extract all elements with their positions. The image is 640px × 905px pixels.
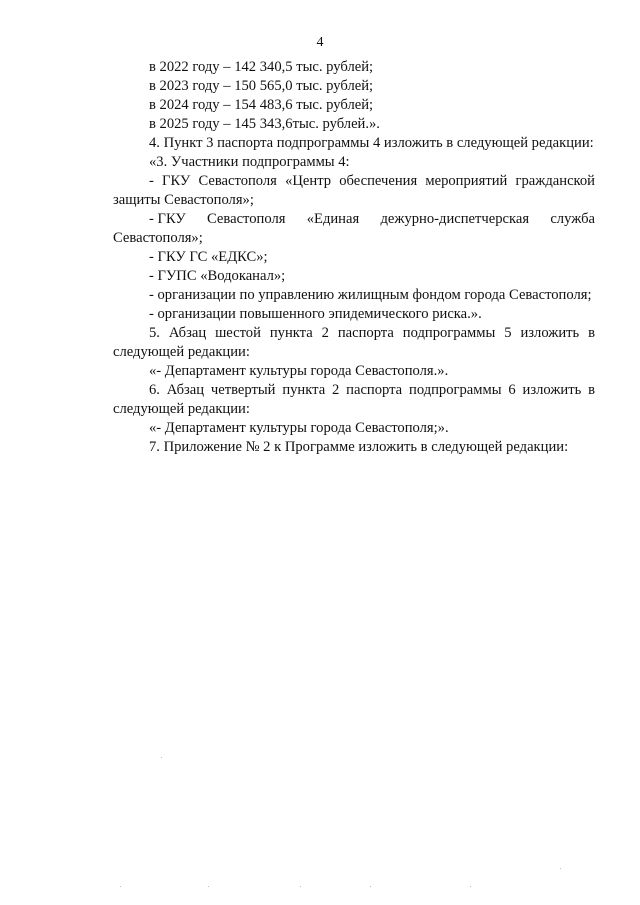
funding-line-2022: в 2022 году – 142 340,5 тыс. рублей; — [149, 59, 374, 75]
edds-word: - ГКУ — [149, 211, 186, 227]
scan-speck — [560, 868, 561, 869]
scan-speck — [161, 757, 162, 758]
item-6-paragraph: 6. Абзац четвертый пункта 2 паспорта подпрограммы 6 изложить в следующей редакции: — [113, 382, 595, 417]
item-4-heading: 4. Пункт 3 паспорта подпрограммы 4 изложить в следующей редакции: — [149, 135, 594, 151]
item-7-paragraph: 7. Приложение № 2 к Программе изложить в следующей редакции: — [149, 439, 569, 455]
document-body — [113, 58, 595, 457]
participant-epidemic: - организации повышенного эпидемического риска.». — [149, 306, 482, 322]
participant-gku-edks: - ГКУ ГС «ЕДКС»; — [149, 249, 268, 265]
edds-word: Севастополя — [207, 211, 286, 227]
culture-line-2: «- Департамент культуры города Севастополя;». — [149, 420, 449, 436]
funding-line-2025: в 2025 году – 145 343,6тыс. рублей.». — [149, 116, 380, 132]
participant-edds-tail: Севастополя»; — [113, 230, 203, 246]
scan-speck — [370, 886, 371, 887]
participant-housing: - организации по управлению жилищным фондом города Севастополя; — [149, 287, 592, 303]
participant-gku-center: - ГКУ Севастополя «Центр обеспечения мероприятий гражданской защиты Севастополя»; — [113, 173, 595, 208]
scan-speck — [470, 886, 471, 887]
item-5-paragraph: 5. Абзац шестой пункта 2 паспорта подпрограммы 5 изложить в следующей редакции: — [113, 325, 595, 360]
edds-word: служба — [550, 211, 595, 227]
edds-word: «Единая — [306, 211, 360, 227]
participants-heading: «3. Участники подпрограммы 4: — [149, 154, 350, 170]
funding-line-2024: в 2024 году – 154 483,6 тыс. рублей; — [149, 97, 374, 113]
page-number: 4 — [316, 35, 324, 50]
participant-edds-line — [113, 210, 595, 229]
scan-speck — [120, 886, 121, 887]
participant-gups: - ГУПС «Водоканал»; — [149, 268, 286, 284]
edds-word: дежурно-диспетчерская — [380, 211, 530, 227]
culture-line-1: «- Департамент культуры города Севастополя.». — [149, 363, 449, 379]
funding-line-2023: в 2023 году – 150 565,0 тыс. рублей; — [149, 78, 374, 94]
scan-speck — [300, 886, 301, 887]
scan-speck — [208, 886, 209, 887]
